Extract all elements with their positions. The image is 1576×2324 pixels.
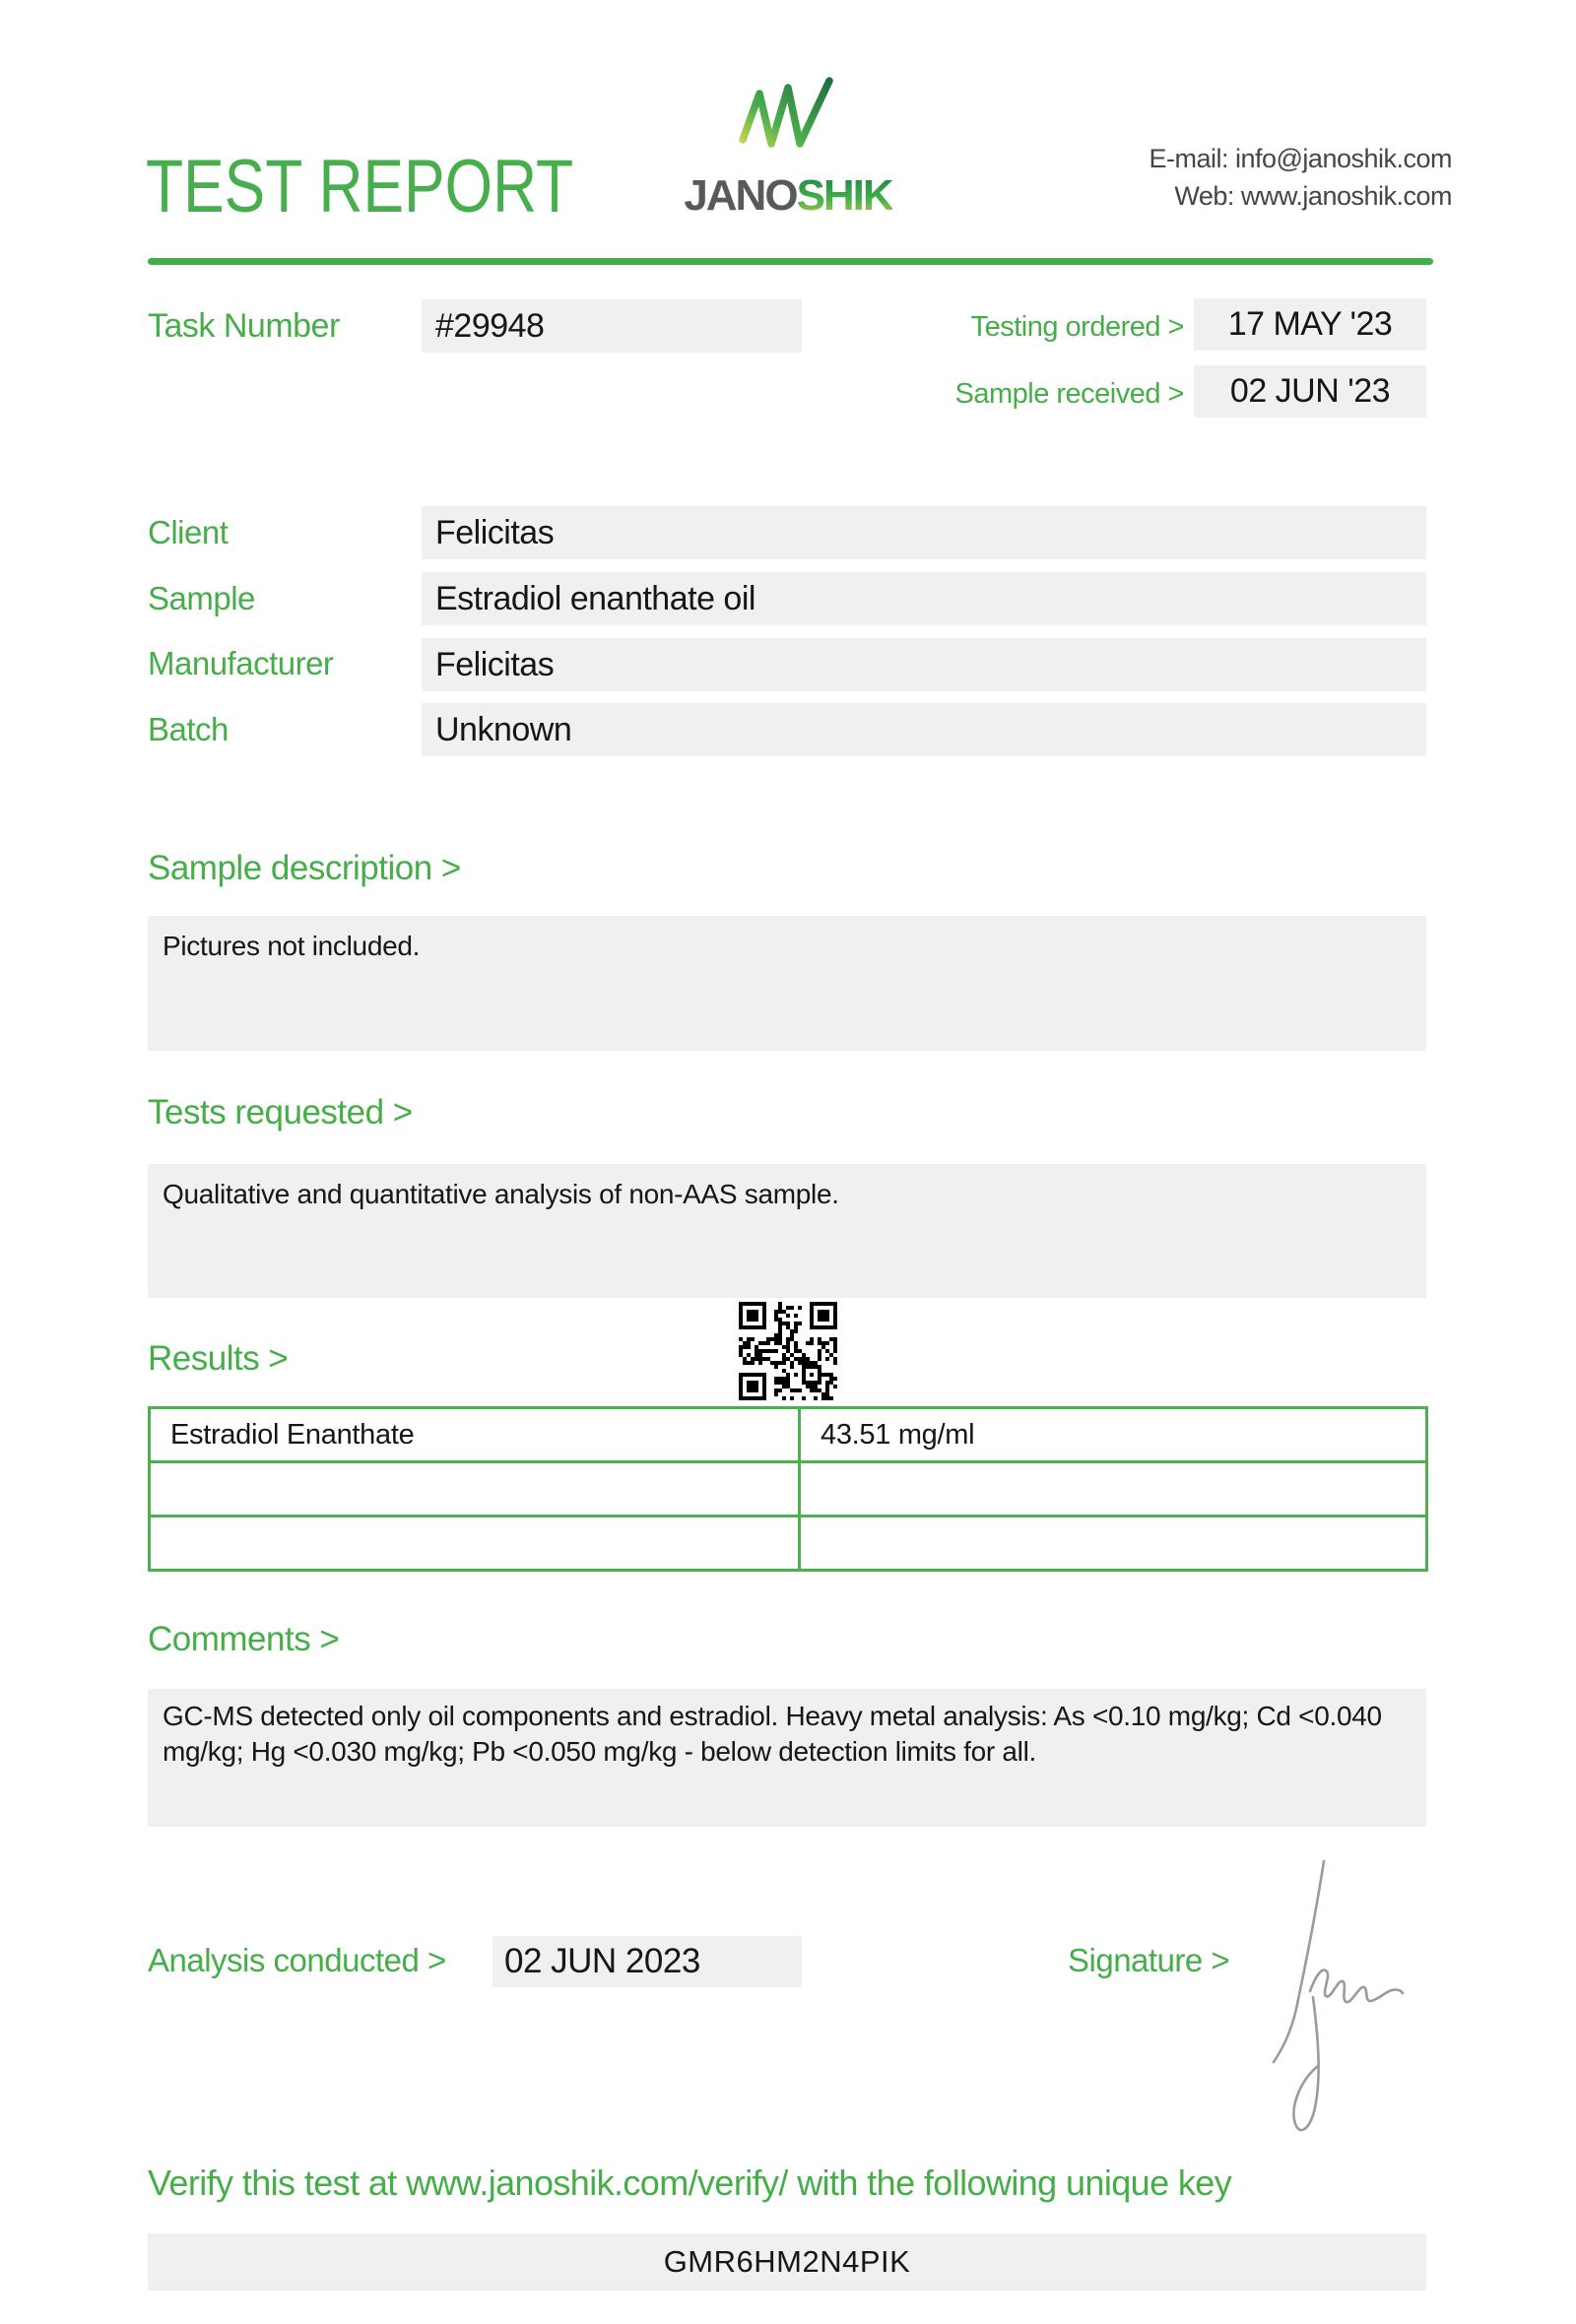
manufacturer-label: Manufacturer [148, 645, 334, 681]
sample-label: Sample [148, 580, 255, 616]
task-number-value: #29948 [435, 307, 545, 345]
client-label: Client [148, 514, 229, 550]
batch-box [422, 703, 1426, 756]
sample-box [422, 572, 1426, 625]
email-value: info@janoshik.com [1234, 144, 1452, 173]
sample-received-value: 02 JUN '23 [1229, 372, 1391, 410]
brand-logo [678, 77, 898, 221]
brand-shik: SHIK [796, 171, 892, 220]
header-divider-rule [148, 258, 1433, 265]
testing-ordered-box [1194, 298, 1426, 351]
sample-description-box [148, 916, 1426, 1051]
tests-requested-heading: Tests requested > [148, 1093, 413, 1131]
sample-received-label: Sample received > [954, 378, 1184, 410]
web-value: www.janoshik.com [1240, 181, 1452, 211]
email-label: E-mail: [1149, 144, 1228, 173]
comments-box [148, 1689, 1426, 1827]
contact-email [1149, 140, 1452, 177]
task-number-label: Task Number [148, 307, 340, 345]
sample-description-heading: Sample description > [148, 849, 461, 887]
brand-wordmark [678, 171, 898, 221]
page-title: TEST REPORT [146, 145, 574, 228]
web-label: Web: [1174, 181, 1234, 211]
tests-requested-text: Qualitative and quantitative analysis of non-AAS sample. [163, 1179, 839, 1209]
result-value-empty2 [800, 1517, 1427, 1571]
verify-instruction: Verify this test at www.janoshik.com/verify/ with the following unique key [148, 2163, 1232, 2203]
analysis-date-value: 02 JUN 2023 [504, 1942, 700, 1980]
results-row-1 [150, 1408, 1427, 1462]
batch-value: Unknown [435, 711, 572, 748]
client-value: Felicitas [435, 514, 555, 551]
brand-jano: JANO [684, 171, 797, 220]
result-analyte-empty2 [150, 1517, 800, 1571]
contact-web [1149, 177, 1452, 215]
results-row-2 [150, 1462, 1427, 1517]
verify-key-box [148, 2233, 1426, 2291]
analysis-date-box [492, 1936, 802, 1987]
verify-key-value: GMR6HM2N4PIK [663, 2244, 911, 2279]
result-value-empty [800, 1462, 1427, 1517]
sample-value: Estradiol enanthate oil [435, 580, 755, 617]
signature-image [1269, 1832, 1426, 2147]
result-analyte: Estradiol Enanthate [150, 1408, 800, 1462]
testing-ordered-label: Testing ordered > [970, 311, 1184, 343]
tests-requested-box [148, 1164, 1426, 1298]
manufacturer-value: Felicitas [435, 646, 555, 683]
batch-label: Batch [148, 711, 229, 747]
qr-code [739, 1302, 837, 1400]
result-analyte-empty [150, 1462, 800, 1517]
testing-ordered-value: 17 MAY '23 [1227, 305, 1393, 343]
sample-description-text: Pictures not included. [163, 931, 421, 961]
chart-growth-icon [737, 77, 839, 163]
client-box [422, 506, 1426, 559]
sample-received-box [1194, 365, 1426, 418]
results-row-3 [150, 1517, 1427, 1571]
task-number-box [422, 299, 802, 353]
results-heading: Results > [148, 1339, 289, 1378]
comments-heading: Comments > [148, 1620, 340, 1658]
manufacturer-box [422, 638, 1426, 691]
signature-label: Signature > [1068, 1942, 1230, 1978]
analysis-conducted-label: Analysis conducted > [148, 1942, 446, 1978]
comments-text: GC-MS detected only oil components and estradiol. Heavy metal analysis: As <0.10 mg/kg; Cd <0.040 mg/kg; Hg <0.030 mg/kg; Pb <0.050 mg/kg - below detection limits for all. [163, 1701, 1382, 1767]
contact-block [1149, 140, 1452, 215]
result-value: 43.51 mg/ml [800, 1408, 1427, 1462]
results-table [148, 1406, 1428, 1572]
